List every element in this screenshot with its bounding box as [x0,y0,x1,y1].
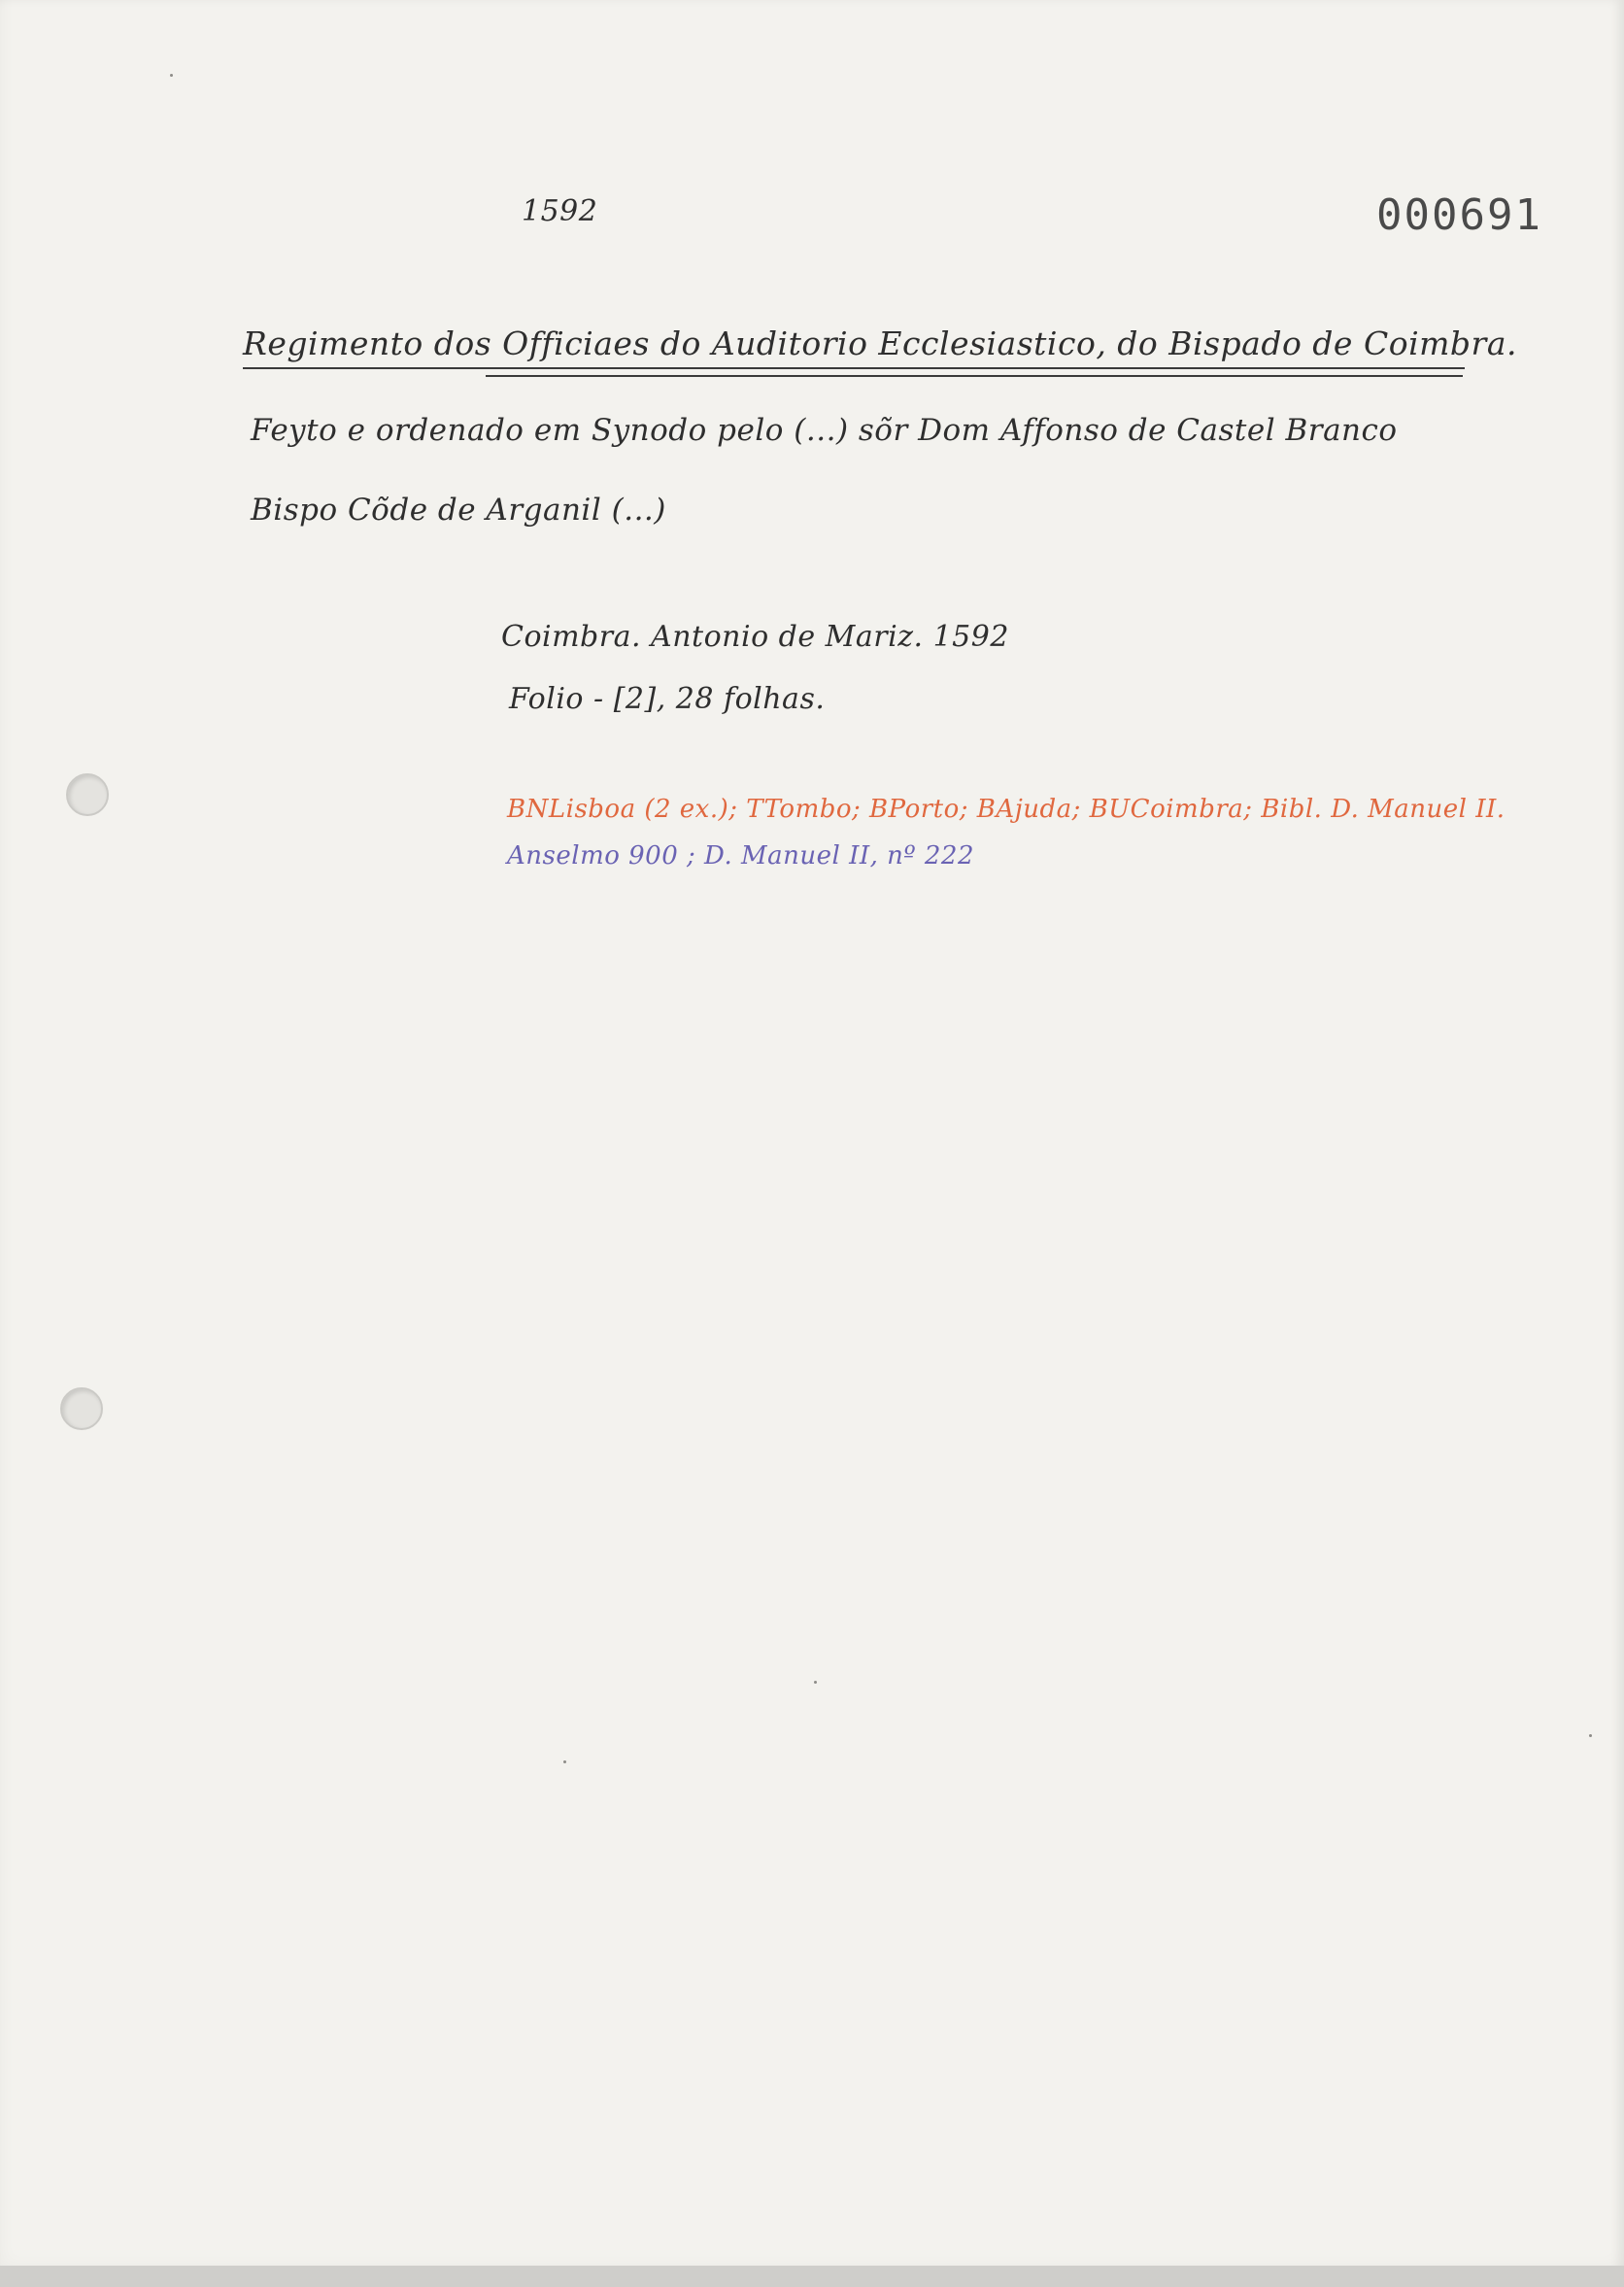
title-underline-second [486,375,1463,377]
number-stamp: 000691 [1376,190,1542,240]
punch-hole-lower [60,1387,103,1430]
paper-speck [814,1681,817,1684]
scan-edge [0,2266,1624,2287]
subtitle-line-2: Bispo Cõde de Arganil (...) [251,493,666,528]
imprint: Coimbra. Antonio de Mariz. 1592 [501,620,1009,654]
paper-speck [170,74,173,77]
title-text: Regimento dos Officiaes do Auditorio Ecclesiastico, do Bispado de Coimbra. [243,324,1517,362]
subtitle-line-1: Feyto e ordenado em Synodo pelo (...) sõr Dom Affonso de Castel Branco [251,413,1398,448]
title-underline [243,367,1465,369]
bibliographic-references: Anselmo 900 ; D. Manuel II, nº 222 [507,841,975,870]
paper-speck [563,1760,566,1763]
punch-hole-upper [66,773,109,816]
holdings-list: BNLisboa (2 ex.); TTombo; BPorto; BAjuda; BUCoimbra; Bibl. D. Manuel II. [507,795,1506,824]
year-heading: 1592 [522,194,598,228]
collation: Folio - [2], 28 folhas. [509,682,826,716]
paper-speck [1589,1734,1592,1737]
